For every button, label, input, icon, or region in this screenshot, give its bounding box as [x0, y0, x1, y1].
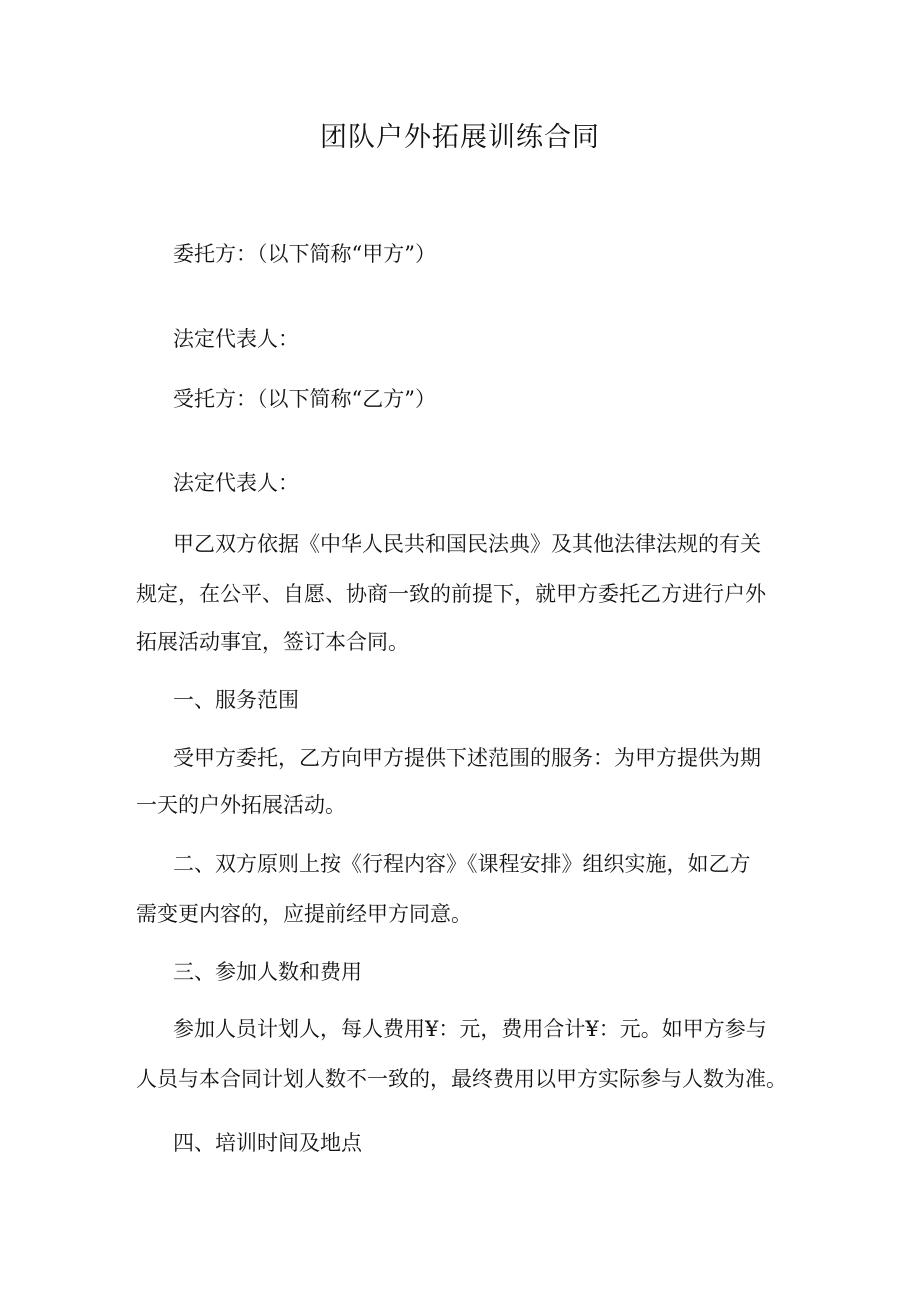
- intro-line-2: 规定，在公平、自愿、协商一致的前提下，就甲方委托乙方进行户外: [136, 582, 766, 606]
- section-1-heading: 一、服务范围: [173, 688, 299, 712]
- section-2-line-2: 需变更内容的，应提前经甲方同意。: [136, 902, 472, 926]
- party-a-line: 委托方：（以下简称“甲方”）: [173, 242, 436, 266]
- section-3-line-1: 参加人员计划人，每人费用¥：元，费用合计¥：元。如甲方参与: [173, 1017, 767, 1041]
- section-1-line-1: 受甲方委托，乙方向甲方提供下述范围的服务：为甲方提供为期: [173, 746, 761, 770]
- section-1-line-2: 一天的户外拓展活动。: [136, 793, 346, 817]
- intro-line-1: 甲乙双方依据《中华人民共和国民法典》及其他法律法规的有关: [173, 532, 761, 556]
- party-b-representative: 法定代表人：: [173, 471, 299, 495]
- section-3-heading: 三、参加人数和费用: [173, 960, 362, 984]
- party-b-line: 受托方：（以下简称“乙方”）: [173, 387, 436, 411]
- document-title: 团队户外拓展训练合同: [320, 122, 600, 153]
- party-a-representative: 法定代表人：: [173, 327, 299, 351]
- section-3-line-2: 人员与本合同计划人数不一致的，最终费用以甲方实际参与人数为准。: [136, 1067, 787, 1091]
- section-4-heading: 四、培训时间及地点: [173, 1131, 362, 1155]
- section-2-line-1: 二、双方原则上按《行程内容》《课程安排》组织实施，如乙方: [173, 852, 751, 876]
- intro-line-3: 拓展活动事宜，签订本合同。: [136, 630, 409, 654]
